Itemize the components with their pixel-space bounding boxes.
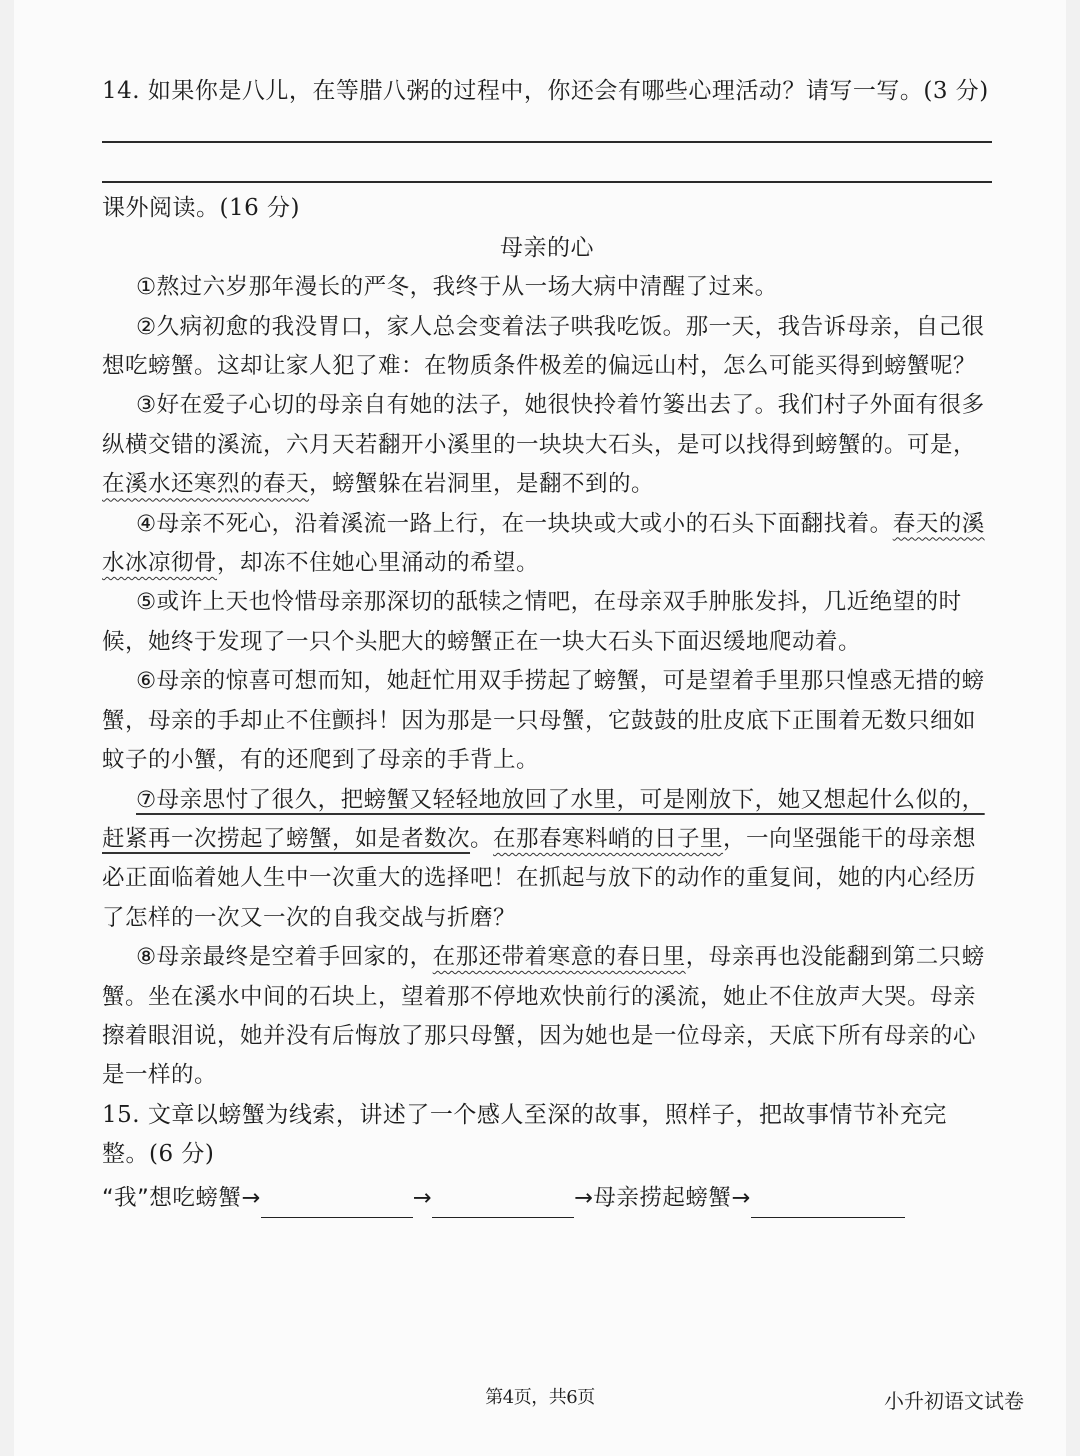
paragraph-3-text-a: ③好在爱子心切的母亲自有她的法子，她很快拎着竹篓出去了。我们村子外面有很多纵横交错的溪流，六月天若翻开小溪里的一块块大石头，是可以找得到螃蟹的。可是， xyxy=(102,392,985,458)
paragraph-7-text-a: 。 xyxy=(470,825,494,852)
paragraph-4 xyxy=(102,505,992,584)
paragraph-8-wavy-underline: 在那还带着寒意的春日里 xyxy=(432,944,686,971)
question-14: 14. 如果你是八儿，在等腊八粥的过程中，你还会有哪些心理活动？请写一写。(3 分) xyxy=(102,78,989,104)
paragraph-8-text-a: ⑧母亲最终是空着手回家的， xyxy=(136,944,433,971)
paragraph-7-solid-underline: ⑦母亲思忖了很久，把螃蟹又轻轻地放回了水里，可是刚放下，她又想起什么似的，赶紧再一次捞起了螃蟹，如是者数次 xyxy=(102,786,985,852)
page-number: 第4页，共6页 xyxy=(485,1387,595,1408)
paragraph-4-text-a: ④母亲不死心，沿着溪流一路上行，在一块块或大或小的石头下面翻找着。 xyxy=(136,510,893,537)
page-content xyxy=(102,72,992,1218)
flow-blank-1[interactable] xyxy=(261,1189,413,1218)
flow-step-1: “我”想吃螃蟹→ xyxy=(102,1184,261,1211)
article-title: 母亲的心 xyxy=(500,234,594,261)
paragraph-8 xyxy=(102,938,992,1096)
paragraph-7-wavy-underline: 在那春寒料峭的日子里 xyxy=(493,825,724,852)
paragraph-4-text-b: ，却冻不住她心里涌动的希望。 xyxy=(217,550,540,577)
paragraph-3-text-b: ，螃蟹躲在岩洞里，是翻不到的。 xyxy=(309,471,655,498)
paragraph-5: ⑤或许上天也怜惜母亲那深切的舐犊之情吧，在母亲双手肿胀发抖，几近绝望的时候，她终于发现了一只个头肥大的螃蟹正在一块大石头下面迟缓地爬动着。 xyxy=(102,589,962,655)
plot-flow xyxy=(102,1179,992,1218)
question-15: 15. 文章以螃蟹为线索，讲述了一个感人至深的故事，照样子，把故事情节补充完整。(6 分) xyxy=(102,1101,947,1168)
exam-title: 小升初语文试卷 xyxy=(884,1389,1024,1413)
paragraph-2: ②久病初愈的我没胃口，家人总会变着法子哄我吃饭。那一天，我告诉母亲，自己很想吃螃蟹。这却让家人犯了难：在物质条件极差的偏远山村，怎么可能买得到螃蟹呢？ xyxy=(102,313,985,380)
flow-blank-2[interactable] xyxy=(432,1189,574,1218)
answer-line-1[interactable] xyxy=(102,141,992,143)
paragraph-1: ①熬过六岁那年漫长的严冬，我终于从一场大病中清醒了过来。 xyxy=(136,274,778,301)
paragraph-6: ⑥母亲的惊喜可想而知，她赶忙用双手捞起了螃蟹，可是望着手里那只惶惑无措的螃蟹，母亲的手却止不住颤抖！因为那是一只母蟹，它鼓鼓的肚皮底下正围着无数只细如蚊子的小蟹，有的还爬到了母亲的手背上。 xyxy=(102,668,985,774)
flow-step-3: →母亲捞起螃蟹→ xyxy=(574,1184,751,1211)
flow-arrow: → xyxy=(412,1184,433,1211)
paragraph-7-text-b: ，一向坚强能干的母亲想必正面临着她人生中一次重大的选择吧！在抓起与放下的动作的重复间，她的内心经历了怎样的一次又一次的自我交战与折磨？ xyxy=(102,825,977,931)
section-title: 课外阅读。(16 分) xyxy=(102,195,301,222)
exam-page xyxy=(14,0,1066,1456)
flow-blank-3[interactable] xyxy=(751,1189,905,1218)
paragraph-3 xyxy=(102,386,992,504)
paragraph-7 xyxy=(102,781,992,939)
paragraph-3-wavy-underline: 在溪水还寒烈的春天 xyxy=(102,471,310,498)
paragraph-4-wavy-underline: 春天的溪水冰凉彻骨 xyxy=(102,510,985,577)
answer-line-2[interactable] xyxy=(102,181,992,183)
paragraph-8-text-b: ，母亲再也没能翻到第二只螃蟹。坐在溪水中间的石块上，望着那不停地欢快前行的溪流，她止不住放声大哭。母亲擦着眼泪说，她并没有后悔放了那只母蟹，因为她也是一位母亲，天底下所有母亲的心是一样的。 xyxy=(102,944,985,1089)
